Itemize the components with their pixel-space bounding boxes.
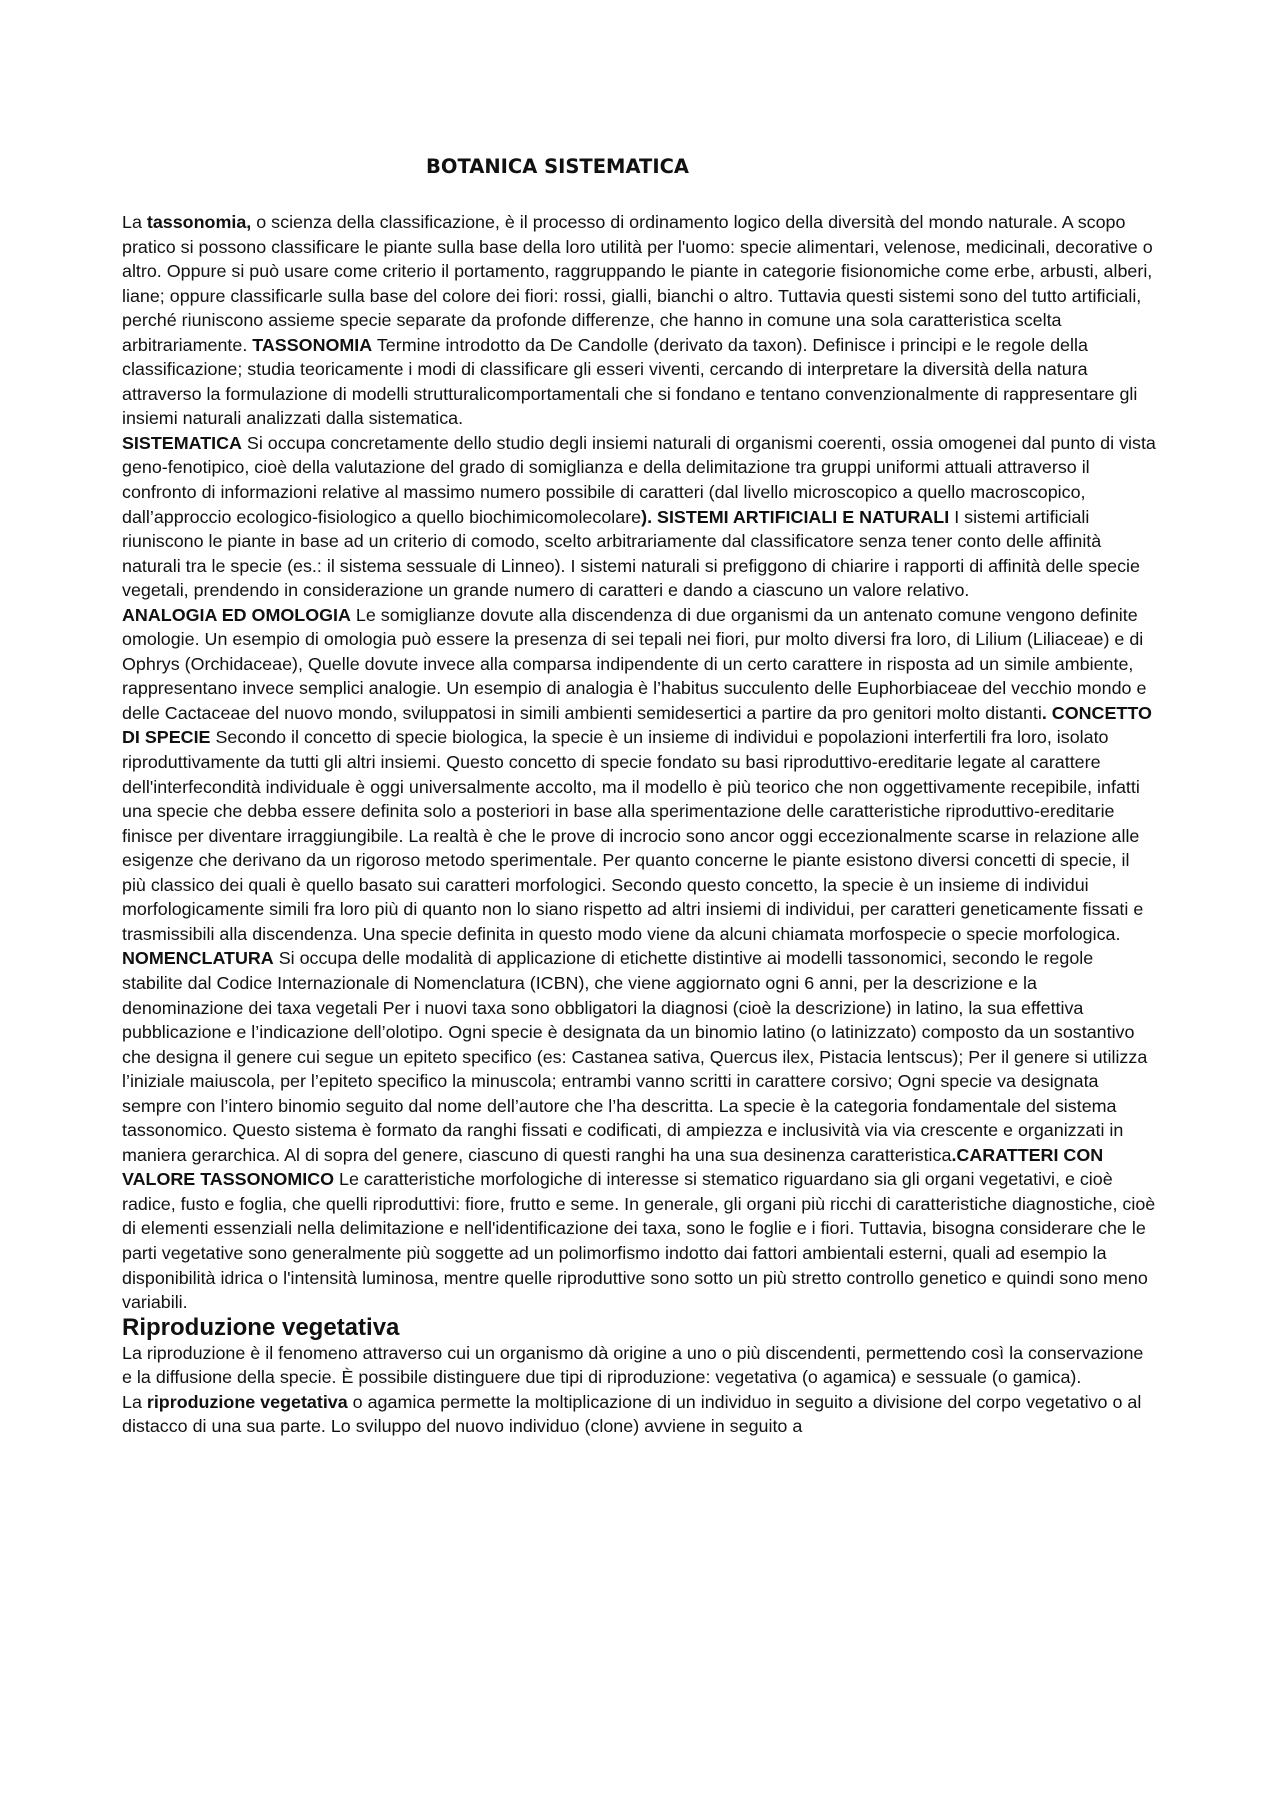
page-title: BOTANICA SISTEMATICA xyxy=(426,155,689,178)
paragraph-riproduzione-vegetativa: La riproduzione vegetativa o agamica permette la moltiplicazione di un individuo in seguito a divisione del corpo vegetativo o al distacco di una sua parte. Lo sviluppo del nuovo individuo (clone) avviene in seguito a xyxy=(122,1391,1142,1437)
paragraph-riproduzione: La riproduzione è il fenomeno attraverso cui un organismo dà origine a uno o più discendenti, permettendo così la conservazione e la diffusione della specie. È possibile distinguere due tipi di riproduzione: vegetativa (o agamica) e sessuale (o gamica). xyxy=(122,1342,1144,1388)
term-concetto-specie: . CONCETTO DI SPECIE xyxy=(122,702,1152,748)
term-nomenclatura: NOMENCLATURA xyxy=(122,948,274,969)
term-sistematica: SISTEMATICA xyxy=(122,432,242,453)
paragraph-tassonomia: La tassonomia, o scienza della classificazione, è il processo di ordinamento logico della diversità del mondo naturale. A scopo pratico si possono classificare le piante sulla base della loro utilità per l'uomo: specie alimentari, velenose, medicinali, decorative o altro. Oppure si può usare come criterio il portamento, raggruppando le piante in categorie fisionomiche come erbe, arbusti, alberi, liane; oppure classificarle sulla base del colore dei fiori: rossi, gialli, bianchi o altro. Tuttavia questi sistemi sono del tutto artificiali, perché riuniscono assieme specie separate da profonde differenze, che hanno in comune una sola caratteristica scelta arbitrariamente. TASSONOMIA Termine introdotto da De Candolle (derivato da taxon). Definisce i principi e le regole della classificazione; studia teoricamente i modi di classificare gli esseri viventi, cercando di interpretare la diversità della natura attraverso la formulazione di modelli strutturalicomportamentali che si fondano e tentano convenzionalmente di rappresentare gli insiemi naturali analizzati dalla sistematica. SISTEMATICA Si occupa concretamente dello studio degli insiemi naturali di organismi coerenti, ossia omogenei dal punto di vista geno-fenotipico, cioè della valutazione del grado di somiglianza e della delimitazione tra gruppi uniformi attuali attraverso il confronto di informazioni relative al massimo numero possibile di caratteri (dal livello microscopico a quello macroscopico, dall’approccio ecologico-fisiologico a quello biochimicomolecolare). SISTEMI ARTIFICIALI E NATURALI I sistemi artificiali riuniscono le piante in base ad un criterio di comodo, scelto arbitrariamente dal classificatore senza tener conto delle affinità naturali tra le specie (es.: il sistema sessuale di Linneo). I sistemi naturali si prefiggono di chiarire i rapporti di affinità delle specie vegetali, prendendo in considerazione un grande numero di caratteri e dando a ciascuno un valore relativo. xyxy=(122,212,1156,601)
term-sistemi-artificiali-naturali: ). SISTEMI ARTIFICIALI E NATURALI xyxy=(641,506,950,527)
section-heading-riproduzione: Riproduzione vegetativa xyxy=(122,1313,400,1341)
term-caratteri-tassonomici: .CARATTERI CON VALORE TASSONOMICO xyxy=(122,1144,1104,1190)
document-body xyxy=(122,210,1158,1439)
term-analogia-omologia: ANALOGIA ED OMOLOGIA xyxy=(122,604,351,625)
term-riproduzione-vegetativa: riproduzione vegetativa xyxy=(146,1391,348,1412)
term-tassonomia: tassonomia, xyxy=(146,212,252,232)
term-tassonomia-heading: TASSONOMIA xyxy=(252,334,373,355)
paragraph-analogia: ANALOGIA ED OMOLOGIA Le somiglianze dovute alla discendenza di due organismi da un antenato comune vengono definite omologie. Un esempio di omologia può essere la presenza di sei tepali nei fiori, pur molto diversi fra loro, di Lilium (Liliaceae) e di Ophrys (Orchidaceae), Quelle dovute invece alla comparsa indipendente di un certo carattere in risposta ad un simile ambiente, rappresentano invece semplici analogie. Un esempio di analogia è l’habitus succulento delle Euphorbiaceae del vecchio mondo e delle Cactaceae del nuovo mondo, sviluppatosi in simili ambienti semidesertici a partire da pro genitori molto distanti. CONCETTO DI SPECIE Secondo il concetto di specie biologica, la specie è un insieme di individui e popolazioni interfertili fra loro, isolato riproduttivamente da tutti gli altri insiemi. Questo concetto di specie fondato su basi riproduttivo-ereditarie legate al carattere dell'interfecondità individuale è oggi universalmente accolto, ma il modello è più teorico che non oggettivamente recepibile, infatti una specie che debba essere definita solo a posteriori in base alla sperimentazione delle caratteristiche riproduttivo-ereditarie finisce per diventare irraggiungibile. La realtà è che le prove di incrocio sono ancor oggi eccezionalmente scarse in relazione alle esigenze che derivano da un rigoroso metodo sperimentale. Per quanto concerne le piante esistono diversi concetti di specie, il più classico dei quali è quello basato sui caratteri morfologici. Secondo questo concetto, la specie è un insieme di individui morfologicamente simili fra loro più di quanto non lo siano rispetto ad altri insiemi di individui, per caratteri geneticamente fissati e trasmissibili alla discendenza. Una specie definita in questo modo viene da alcuni chiamata morfospecie o specie morfologica. NOMENCLATURA Si occupa delle modalità di applicazione di etichette distintive ai modelli tassonomici, secondo le regole stabilite dal Codice Internazionale di Nomenclatura (ICBN), che viene aggiornato ogni 6 anni, per la descrizione e la denominazione dei taxa vegetali Per i nuovi taxa sono obbligatori la diagnosi (cioè la descrizione) in latino, la sua effettiva pubblicazione e l’indicazione dell’olotipo. Ogni specie è designata da un binomio latino (o latinizzato) composto da un sostantivo che designa il genere cui segue un epiteto specifico (es: Castanea sativa, Quercus ilex, Pistacia lentscus); Per il genere si utilizza l’iniziale maiuscola, per l’epiteto specifico la minuscola; entrambi vanno scritti in carattere corsivo; Ogni specie va designata sempre con l’intero binomio seguito dal nome dell’autore che l’ha descritta. La specie è la categoria fondamentale del sistema tassonomico. Questo sistema è formato da ranghi fissati e codificati, di ampiezza e inclusività via via crescente e organizzati in maniera gerarchica. Al di sopra del genere, ciascuno di questi ranghi ha una sua desinenza caratteristica.CARATTERI CON VALORE TASSONOMICO Le caratteristiche morfologiche di interesse si stematico riguardano sia gli organi vegetativi, e cioè radice, fusto e foglia, che quelli riproduttivi: fiore, frutto e seme. In generale, gli organi più ricchi di caratteristiche diagnostiche, cioè di elementi essenziali nella delimitazione e nell'identificazione dei taxa, sono le foglie e i fiori. Tuttavia, bisogna considerare che le parti vegetative sono generalmente più soggette ad un polimorfismo indotto dai fattori ambientali esterni, quali ad esempio la disponibilità idrica o l'intensità luminosa, mentre quelle riproduttive sono sotto un più stretto controllo genetico e quindi sono meno variabili. xyxy=(122,604,1156,1313)
